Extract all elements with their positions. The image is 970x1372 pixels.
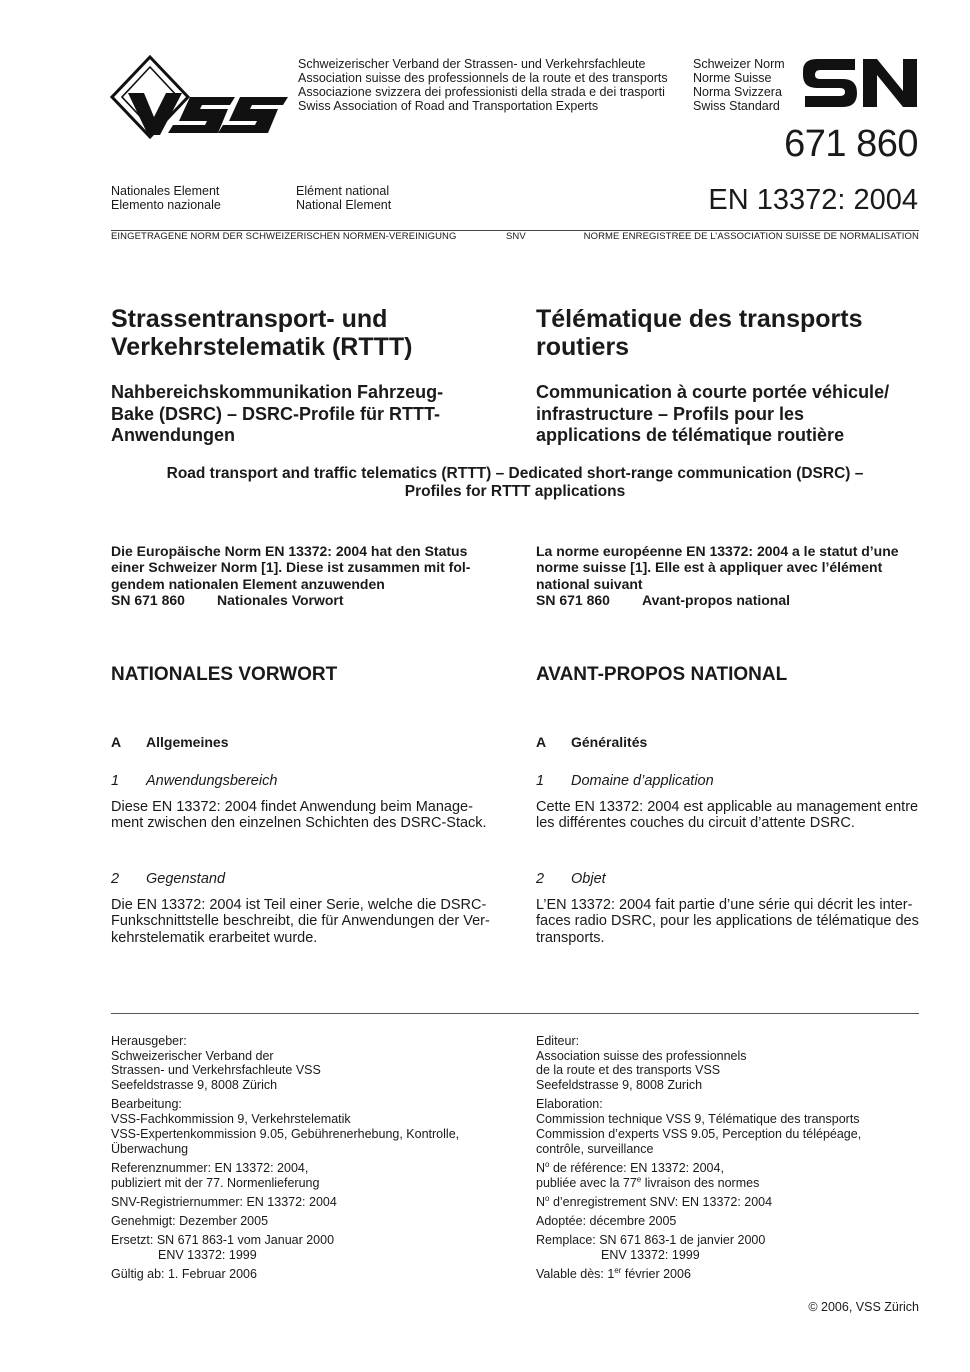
imprint-fr (536, 1034, 920, 1287)
registration-text-fr: NORME ENREGISTREE DE L’ASSOCIATION SUISSE DE NORMALISATION (583, 231, 919, 242)
imprint-line: Commission technique VSS 9, Télématique des transports (536, 1112, 860, 1127)
imprint-de (111, 1034, 495, 1287)
imprint-publisher (536, 1034, 920, 1093)
title-de-line: Strassentransport- und (111, 305, 388, 333)
imprint-text: livraison des normes (641, 1175, 760, 1190)
item-1-text-de (111, 799, 495, 832)
subtitle-de-line: Anwendungen (111, 425, 235, 445)
standard-type (693, 57, 785, 113)
subtitle-de (111, 382, 495, 447)
status-de-line: einer Schweizer Norm [1]. Diese ist zusammen mit fol- (111, 559, 471, 576)
imprint-text: de référence: EN 13372: 2004, (549, 1160, 724, 1175)
standard-type-fr: Norme Suisse (693, 71, 772, 85)
imprint-replaces (536, 1233, 920, 1262)
item-text-line: les différentes couches du circuit d’attente DSRC. (536, 815, 855, 832)
imprint-label: Bearbeitung: (111, 1097, 182, 1112)
imprint-reference (111, 1161, 495, 1190)
vss-logo (110, 55, 290, 141)
imprint-superscript: e (636, 1174, 642, 1184)
item-text-line: ment zwischen den einzelnen Schichten des DSRC-Stack. (111, 815, 487, 832)
imprint-line: de la route et des transports VSS (536, 1063, 721, 1078)
imprint-elaboration (111, 1097, 495, 1156)
title-fr-line: Télématique des transports (536, 305, 863, 333)
imprint-publisher (111, 1034, 495, 1093)
item-text-line: Cette EN 13372: 2004 est applicable au management entre (536, 799, 919, 815)
title-en-line: Profiles for RTTT applications (404, 483, 626, 500)
registration-text-de: EINGETRAGENE NORM DER SCHWEIZERISCHEN NORMEN-VEREINIGUNG (111, 231, 457, 242)
foreword-heading-de: NATIONALES VORWORT (111, 664, 338, 685)
item-number: 1 (536, 773, 545, 789)
standard-type-de: Schweizer Norm (693, 57, 785, 71)
imprint-line: contrôle, surveillance (536, 1141, 654, 1156)
foreword-heading-fr: AVANT-PROPOS NATIONAL (536, 664, 788, 685)
element-label-fr: Elément national (296, 184, 390, 198)
standard-type-en: Swiss Standard (693, 99, 780, 113)
imprint-text: d’enregistrement SNV: EN 13372: 2004 (549, 1194, 773, 1209)
imprint-line: ENV 13372: 1999 (158, 1248, 257, 1263)
subtitle-de-line: Nahbereichskommunikation Fahrzeug- (111, 382, 444, 402)
imprint-text: Valable dès: 1 (536, 1267, 615, 1282)
status-fr-line: La norme européenne EN 13372: 2004 a le statut d’une (536, 543, 899, 559)
title-de-line: Verkehrstelematik (RTTT) (111, 333, 413, 361)
imprint-line (536, 1161, 920, 1176)
item-title: Domaine d’application (571, 773, 714, 789)
imprint-line: VSS-Fachkommission 9, Verkehrstelematik (111, 1112, 351, 1127)
item-text-line: Die EN 13372: 2004 ist Teil einer Serie, welche die DSRC- (111, 897, 487, 913)
imprint-snv: SNV-Registriernummer: EN 13372: 2004 (111, 1194, 337, 1209)
imprint-text: février 2006 (621, 1267, 691, 1282)
status-de-line: Die Europäische Norm EN 13372: 2004 hat den Status (111, 543, 468, 559)
imprint-approved: Adoptée: décembre 2005 (536, 1214, 677, 1229)
standard-type-it: Norma Svizzera (693, 85, 782, 99)
imprint-line: Association suisse des professionnels (536, 1048, 747, 1063)
status-fr-ref-title: Avant-propos national (642, 591, 791, 608)
subtitle-fr-line: applications de télématique routière (536, 425, 845, 445)
item-2-text-fr (536, 897, 920, 946)
section-title: Généralités (571, 734, 648, 750)
item-title: Objet (571, 871, 606, 887)
item-text-line: transports. (536, 929, 605, 946)
status-de-line: gendem nationalen Element anzuwenden (111, 575, 385, 592)
copyright: © 2006, VSS Zürich (808, 1300, 919, 1314)
section-letter: A (536, 734, 547, 750)
item-number: 2 (111, 871, 120, 887)
status-fr-reference (536, 592, 920, 608)
imprint-replaces (111, 1233, 495, 1262)
imprint-text: N (536, 1160, 546, 1175)
imprint-line: Strassen- und Verkehrsfachleute VSS (111, 1063, 321, 1078)
imprint-line: Ersetzt: SN 671 863-1 vom Januar 2000 (111, 1233, 335, 1248)
imprint-superscript: er (614, 1266, 622, 1276)
imprint-line: ENV 13372: 1999 (601, 1248, 700, 1263)
imprint-label: Herausgeber: (111, 1034, 187, 1048)
status-de (111, 543, 495, 608)
sn-logo (803, 57, 919, 109)
imprint-valid (536, 1267, 920, 1282)
status-de-ref-number: SN 671 860 (111, 591, 185, 608)
imprint-line: Remplace: SN 671 863-1 de janvier 2000 (536, 1233, 766, 1248)
item-text-line: faces radio DSRC, pour les applications de télématique des (536, 913, 919, 930)
footer-rule (111, 1013, 919, 1014)
item-number: 2 (536, 871, 545, 887)
status-fr-ref-number: SN 671 860 (536, 591, 610, 608)
imprint-line: Commission d’experts VSS 9.05, Perception du télépéage, (536, 1126, 862, 1141)
element-label-de-it (111, 184, 221, 212)
item-text-line: L’EN 13372: 2004 fait partie d’une série qui décrit les inter- (536, 897, 913, 913)
item-2-heading-de (111, 871, 495, 888)
imprint-line: Schweizerischer Verband der (111, 1048, 274, 1063)
imprint-elaboration (536, 1097, 920, 1156)
item-title: Anwendungsbereich (146, 773, 278, 789)
section-a-fr (536, 734, 920, 750)
title-de (111, 305, 495, 361)
imprint-line (536, 1176, 920, 1191)
section-title: Allgemeines (146, 734, 229, 750)
status-fr-line: norme suisse [1]. Elle est à appliquer avec l’élément (536, 559, 883, 576)
element-label-it: Elemento nazionale (111, 198, 221, 212)
association-name-fr: Association suisse des professionnels de la route et des transports (298, 71, 668, 85)
section-a-de (111, 734, 495, 750)
imprint-line: Seefeldstrasse 9, 8008 Zurich (536, 1078, 703, 1093)
subtitle-fr (536, 382, 920, 447)
association-names (298, 57, 668, 113)
sn-number: 671 860 (784, 123, 918, 165)
element-label-de: Nationales Element (111, 184, 220, 198)
item-text-line: Funkschnittstelle beschreibt, die für Anwendungen der Ver- (111, 913, 490, 930)
item-2-heading-fr (536, 871, 920, 888)
imprint-superscript: o (545, 1193, 550, 1203)
item-2-text-de (111, 897, 495, 946)
title-en (111, 465, 919, 501)
imprint-line: VSS-Expertenkommission 9.05, Gebührenerhebung, Kontrolle, (111, 1126, 460, 1141)
imprint-line: Referenznummer: EN 13372: 2004, (111, 1160, 309, 1175)
en-number: EN 13372: 2004 (708, 184, 918, 216)
imprint-superscript: o (545, 1159, 550, 1169)
imprint-line: Seefeldstrasse 9, 8008 Zürich (111, 1078, 278, 1093)
imprint-reference (536, 1161, 920, 1190)
item-1-text-fr (536, 799, 920, 832)
registration-snv: SNV (506, 231, 526, 242)
element-label-fr-en (296, 184, 391, 212)
imprint-snv (536, 1195, 920, 1210)
subtitle-fr-line: Communication à courte portée véhicule/ (536, 382, 890, 402)
item-text-line: Diese EN 13372: 2004 findet Anwendung beim Manage- (111, 799, 473, 815)
status-fr-line: national suivant (536, 575, 643, 592)
item-number: 1 (111, 773, 120, 789)
status-de-reference (111, 592, 495, 608)
imprint-line: publiziert mit der 77. Normenlieferung (111, 1175, 320, 1190)
status-de-ref-title: Nationales Vorwort (217, 591, 344, 608)
title-fr (536, 305, 920, 361)
item-title: Gegenstand (146, 871, 226, 887)
imprint-approved: Genehmigt: Dezember 2005 (111, 1214, 269, 1229)
association-name-it: Associazione svizzera dei professionisti della strada e dei trasporti (298, 85, 665, 99)
item-1-heading-de (111, 773, 495, 790)
title-fr-line: routiers (536, 333, 630, 361)
status-fr (536, 543, 920, 608)
imprint-text: publiée avec la 77 (536, 1175, 637, 1190)
section-letter: A (111, 734, 122, 750)
subtitle-fr-line: infrastructure – Profils pour les (536, 403, 805, 424)
item-text-line: kehrstelematik erarbeitet wurde. (111, 929, 318, 946)
association-name-de: Schweizerischer Verband der Strassen- und Verkehrsfachleute (298, 57, 646, 71)
association-name-en: Swiss Association of Road and Transportation Experts (298, 99, 599, 113)
imprint-valid: Gültig ab: 1. Februar 2006 (111, 1267, 257, 1282)
subtitle-de-line: Bake (DSRC) – DSRC-Profile für RTTT- (111, 403, 441, 424)
item-1-heading-fr (536, 773, 920, 790)
title-en-line: Road transport and traffic telematics (RTTT) – Dedicated short-range communication (DSRC) – (166, 465, 864, 482)
imprint-line: Überwachung (111, 1141, 189, 1156)
imprint-label: Elaboration: (536, 1097, 603, 1112)
imprint-label: Editeur: (536, 1034, 580, 1048)
element-label-en: National Element (296, 198, 392, 212)
imprint-text: N (536, 1194, 546, 1209)
